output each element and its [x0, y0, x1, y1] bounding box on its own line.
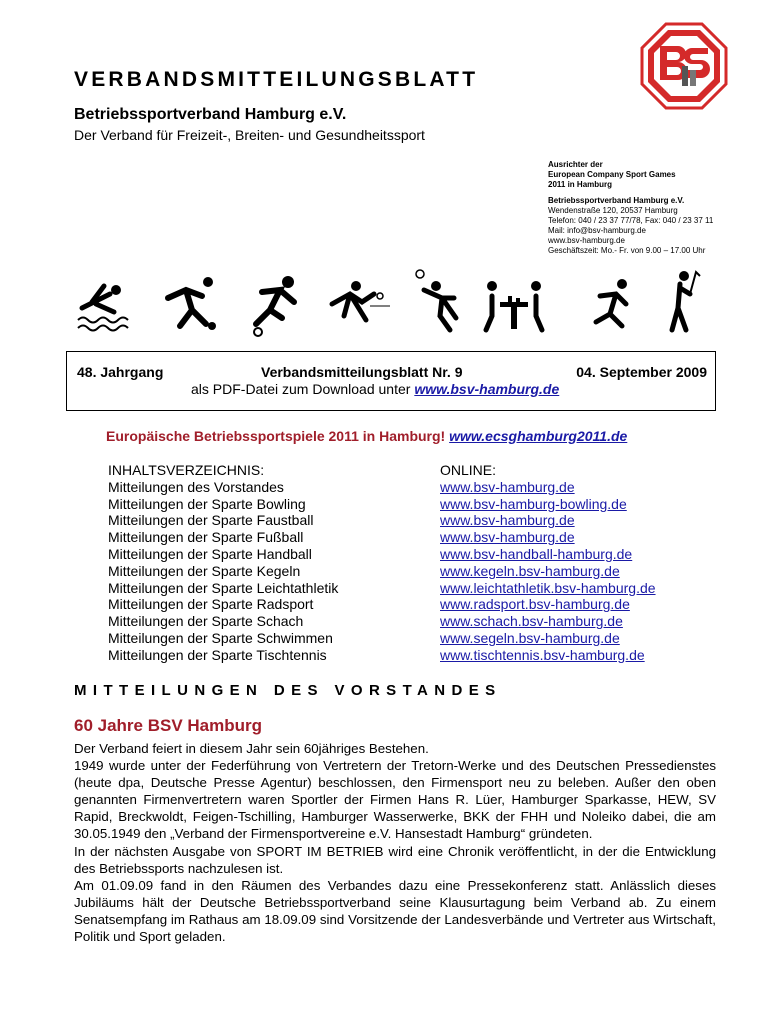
ecsg-announcement — [106, 428, 627, 444]
badminton-icon — [410, 268, 474, 340]
issue-date: 04. September 2009 — [576, 364, 707, 380]
article-paragraph: In der nächsten Ausgabe von SPORT IM BETRIEB wird eine Chronik veröffentlicht, in der die Entwicklung des Betriebssports nachzulesen ist. — [74, 843, 716, 876]
online-link[interactable]: www.bsv-hamburg.de — [440, 512, 575, 529]
issue-number: Verbandsmitteilungsblatt Nr. 9 — [261, 364, 463, 380]
contact-hours: Geschäftszeit: Mo.- Fr. von 9.00 – 17.00 Uhr — [548, 246, 706, 255]
online-link[interactable]: www.radsport.bsv-hamburg.de — [440, 596, 630, 613]
online-link[interactable]: www.bsv-hamburg.de — [440, 478, 575, 495]
bs-logo-icon — [640, 22, 728, 110]
article-paragraph: 1949 wurde unter der Federführung von Vertretern der Tretorn-Werke und des Deutschen Pressedienstes (heute dpa, Deutsche Presse Agentur) beschlossen, den Firmensport neu zu beleben. Außer den oben genannten Firmenvertretern waren Sportler der Firmen Hans R. Lüer, Hamburger Sparkasse, HEW, SV Rapid, Breckwoldt, Feigen-Tschilling, Hamburger Wasserwerke, BKK der FHH und Noleiko dabei, die am 30.05.1949 den „Verband der Firmensportvereine e.V. Hansestadt Hamburg“ gründeten. — [74, 758, 716, 842]
contact-web: www.bsv-hamburg.de — [548, 236, 625, 245]
toc-item: Mitteilungen der Sparte Schwimmen — [108, 629, 333, 646]
online-link[interactable]: www.bsv-handball-hamburg.de — [440, 545, 633, 562]
toc-item: Mitteilungen des Vorstandes — [108, 478, 284, 495]
online-link[interactable]: www.kegeln.bsv-hamburg.de — [440, 562, 620, 579]
toc-item: Mitteilungen der Sparte Faustball — [108, 512, 314, 529]
ecsg-link[interactable]: www.ecsghamburg2011.de — [449, 428, 628, 444]
online-heading: ONLINE: — [440, 462, 497, 478]
chess-icon — [482, 268, 546, 340]
article-title: 60 Jahre BSV Hamburg — [74, 716, 263, 735]
toc-item: Mitteilungen der Sparte Bowling — [108, 495, 306, 512]
host-line-1: Ausrichter der — [548, 160, 603, 169]
running-icon — [578, 268, 642, 340]
toc-item: Mitteilungen der Sparte Fußball — [108, 529, 304, 546]
toc-item: Mitteilungen der Sparte Schach — [108, 613, 304, 630]
online-link[interactable]: www.bsv-hamburg-bowling.de — [440, 495, 627, 512]
online-link[interactable]: www.segeln.bsv-hamburg.de — [440, 629, 620, 646]
toc-item: Mitteilungen der Sparte Radsport — [108, 596, 314, 613]
table-tennis-icon — [326, 268, 390, 340]
pdf-download-line — [191, 381, 559, 397]
sport-pictograms — [74, 268, 714, 340]
swimming-icon — [74, 268, 138, 340]
toc-item: Mitteilungen der Sparte Tischtennis — [108, 646, 327, 663]
ecsg-text: Europäische Betriebssportspiele 2011 in Hamburg! — [106, 428, 446, 444]
issue-info-box — [66, 351, 716, 411]
article-body — [74, 740, 716, 945]
contact-org: Betriebssportverband Hamburg e.V. — [548, 196, 685, 205]
host-line-3: 2011 in Hamburg — [548, 180, 613, 189]
article-paragraph: Der Verband feiert in diesem Jahr sein 60jähriges Bestehen. — [74, 741, 429, 756]
host-line-2: European Company Sport Games — [548, 170, 676, 179]
handball-icon — [158, 268, 222, 340]
contact-info — [548, 160, 748, 256]
online-link[interactable]: www.schach.bsv-hamburg.de — [440, 613, 623, 630]
toc-list — [108, 462, 338, 664]
online-link[interactable]: www.bsv-hamburg.de — [440, 529, 575, 546]
toc-heading: INHALTSVERZEICHNIS: — [108, 462, 265, 478]
toc-item: Mitteilungen der Sparte Leichtathletik — [108, 579, 339, 596]
page-title: VERBANDSMITTEILUNGSBLATT — [74, 68, 479, 91]
golf-icon — [650, 268, 714, 340]
online-links — [440, 462, 656, 664]
online-link[interactable]: www.leichtathletik.bsv-hamburg.de — [440, 579, 656, 596]
online-link[interactable]: www.tischtennis.bsv-hamburg.de — [440, 646, 645, 663]
article-paragraph: Am 01.09.09 fand in den Räumen des Verbandes dazu eine Pressekonferenz statt. Anlässlich dieses Jubiläums hält der Deutsche Betriebssportverband seine Klausurtagung beim Verband ab. Zu einem Senatsempfang im Rathaus am 18.09.09 sind Vorsitzende der Landesverbände und Vertreter aus Wirtschaft, Politik und Sport geladen. — [74, 877, 716, 945]
org-name: Betriebssportverband Hamburg e.V. — [74, 106, 347, 123]
football-icon — [242, 268, 306, 340]
pdf-download-text: als PDF-Datei zum Download unter — [191, 381, 411, 397]
toc-item: Mitteilungen der Sparte Kegeln — [108, 562, 301, 579]
issue-volume: 48. Jahrgang — [77, 364, 164, 380]
contact-phone: Telefon: 040 / 23 37 77/78, Fax: 040 / 23 37 11 — [548, 216, 714, 225]
contact-address: Wendenstraße 120, 20537 Hamburg — [548, 206, 678, 215]
toc-item: Mitteilungen der Sparte Handball — [108, 545, 312, 562]
section-heading: MITTEILUNGEN DES VORSTANDES — [74, 682, 502, 699]
pdf-download-link[interactable]: www.bsv-hamburg.de — [414, 381, 560, 397]
org-subtitle: Der Verband für Freizeit-, Breiten- und Gesundheitssport — [74, 127, 425, 143]
contact-mail: Mail: info@bsv-hamburg.de — [548, 226, 646, 235]
